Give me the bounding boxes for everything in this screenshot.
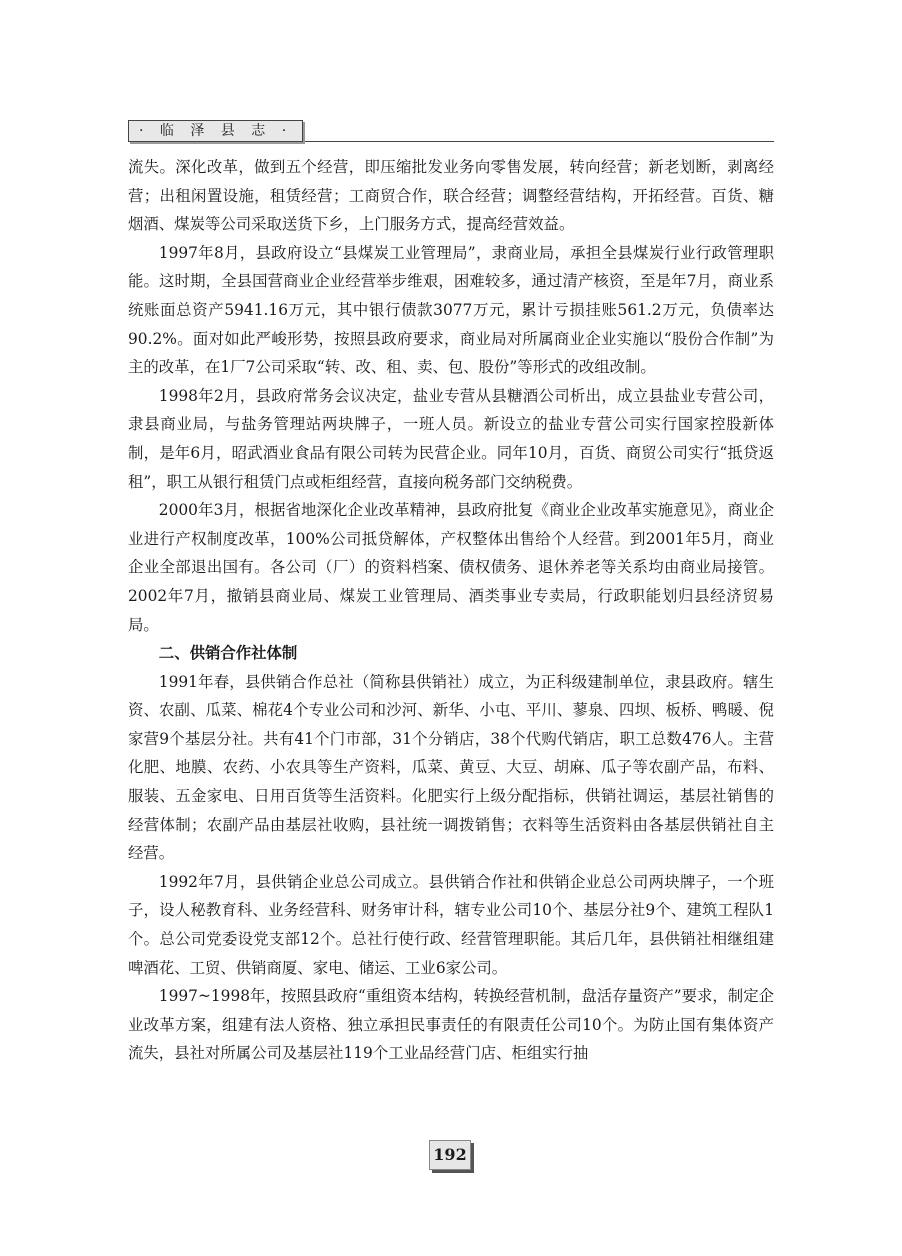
page-body: [128, 153, 774, 1068]
paragraph-1997-1998-restructure: 1997~1998年，按照县政府“重组资本结构，转换经营机制，盘活存量资产”要求，制定企业改革方案，组建有法人资格、独立承担民事责任的有限责任公司10个。为防止国有集体资产流失，县社对所属公司及基层社119个工业品经营门店、柜组实行抽: [128, 987, 774, 1063]
paragraph-1997-coal-bureau: 1997年8月，县政府设立“县煤炭工业管理局”，隶商业局，承担全县煤炭行业行政管理职能。这时期，全县国营商业企业经营举步维艰，困难较多，通过清产核资，至是年7月，商业系统账面总资产5941.16万元，其中银行债款3077万元，累计亏损挂账561.2万元，负债率达90.2%。面对如此严峻形势，按照县政府要求，商业局对所属商业企业实施以“股份合作制”为主的改革，在1厂7公司采取“转、改、租、卖、包、股份”等形式的改组改制。: [128, 243, 774, 377]
running-header: [128, 120, 774, 142]
paragraph-1991-supply-coop: 1991年春，县供销合作总社（简称县供销社）成立，为正科级建制单位，隶县政府。辖生资、农副、瓜菜、棉花4个专业公司和沙河、新华、小屯、平川、蓼泉、四坝、板桥、鸭暖、倪家营9个基层分社。共有41个门市部，31个分销店，38个代购代销店，职工总数476人。主营化肥、地膜、农药、小农具等生产资料，瓜菜、黄豆、大豆、胡麻、瓜子等农副产品，布料、服装、五金家电、日用百货等生活资料。化肥实行上级分配指标，供销社调运，基层社销售的经营体制；农副产品由基层社收购，县社统一调拨销售；衣料等生活资料由各基层供销社自主经营。: [128, 672, 774, 863]
paragraph-2000-reform: 2000年3月，根据省地深化企业改革精神，县政府批复《商业企业改革实施意见》，商业企业进行产权制度改革，100%公司抵贷解体，产权整体出售给个人经营。到2001年5月，商业企业全部退出国有。各公司（厂）的资料档案、债权债务、退休养老等关系均由商业局接管。2002年7月，撤销县商业局、煤炭工业管理局、酒类事业专卖局，行政职能划归县经济贸易局。: [128, 501, 774, 634]
section-heading-supply-marketing: 二、供销合作社体制: [158, 644, 298, 663]
page-number: 192: [429, 1140, 471, 1170]
paragraph-1998-salt-company: 1998年2月，县政府常务会议决定，盐业专营从县糖酒公司析出，成立县盐业专营公司，隶县商业局，与盐务管理站两块牌子，一班人员。新设立的盐业专营公司实行国家控股新体制，是年6月，昭武酒业食品有限公司转为民营企业。同年10月，百货、商贸公司实行“抵贷返租”，职工从银行租赁门点或柜组经营，直接向税务部门交纳税费。: [128, 386, 774, 491]
header-title: · 临 泽 县 志 ·: [128, 120, 303, 142]
paragraph-1992-general-company: 1992年7月，县供销企业总公司成立。县供销合作社和供销企业总公司两块牌子，一个班子，设人秘教育科、业务经营科、财务审计科，辖专业公司10个、基层分社9个、建筑工程队1个。总公司党委设党支部12个。总社行使行政、经营管理职能。其后几年，县供销社相继组建啤酒花、工贸、供销商厦、家电、储运、工业6家公司。: [128, 872, 774, 977]
paragraph-continuation: 流失。深化改革，做到五个经营，即压缩批发业务向零售发展，转向经营；新老划断，剥离经营；出租闲置设施，租赁经营；工商贸合作，联合经营；调整经营结构，开拓经营。百货、糖烟酒、煤炭等公司采取送货下乡，上门服务方式，提高经营效益。: [128, 158, 774, 234]
